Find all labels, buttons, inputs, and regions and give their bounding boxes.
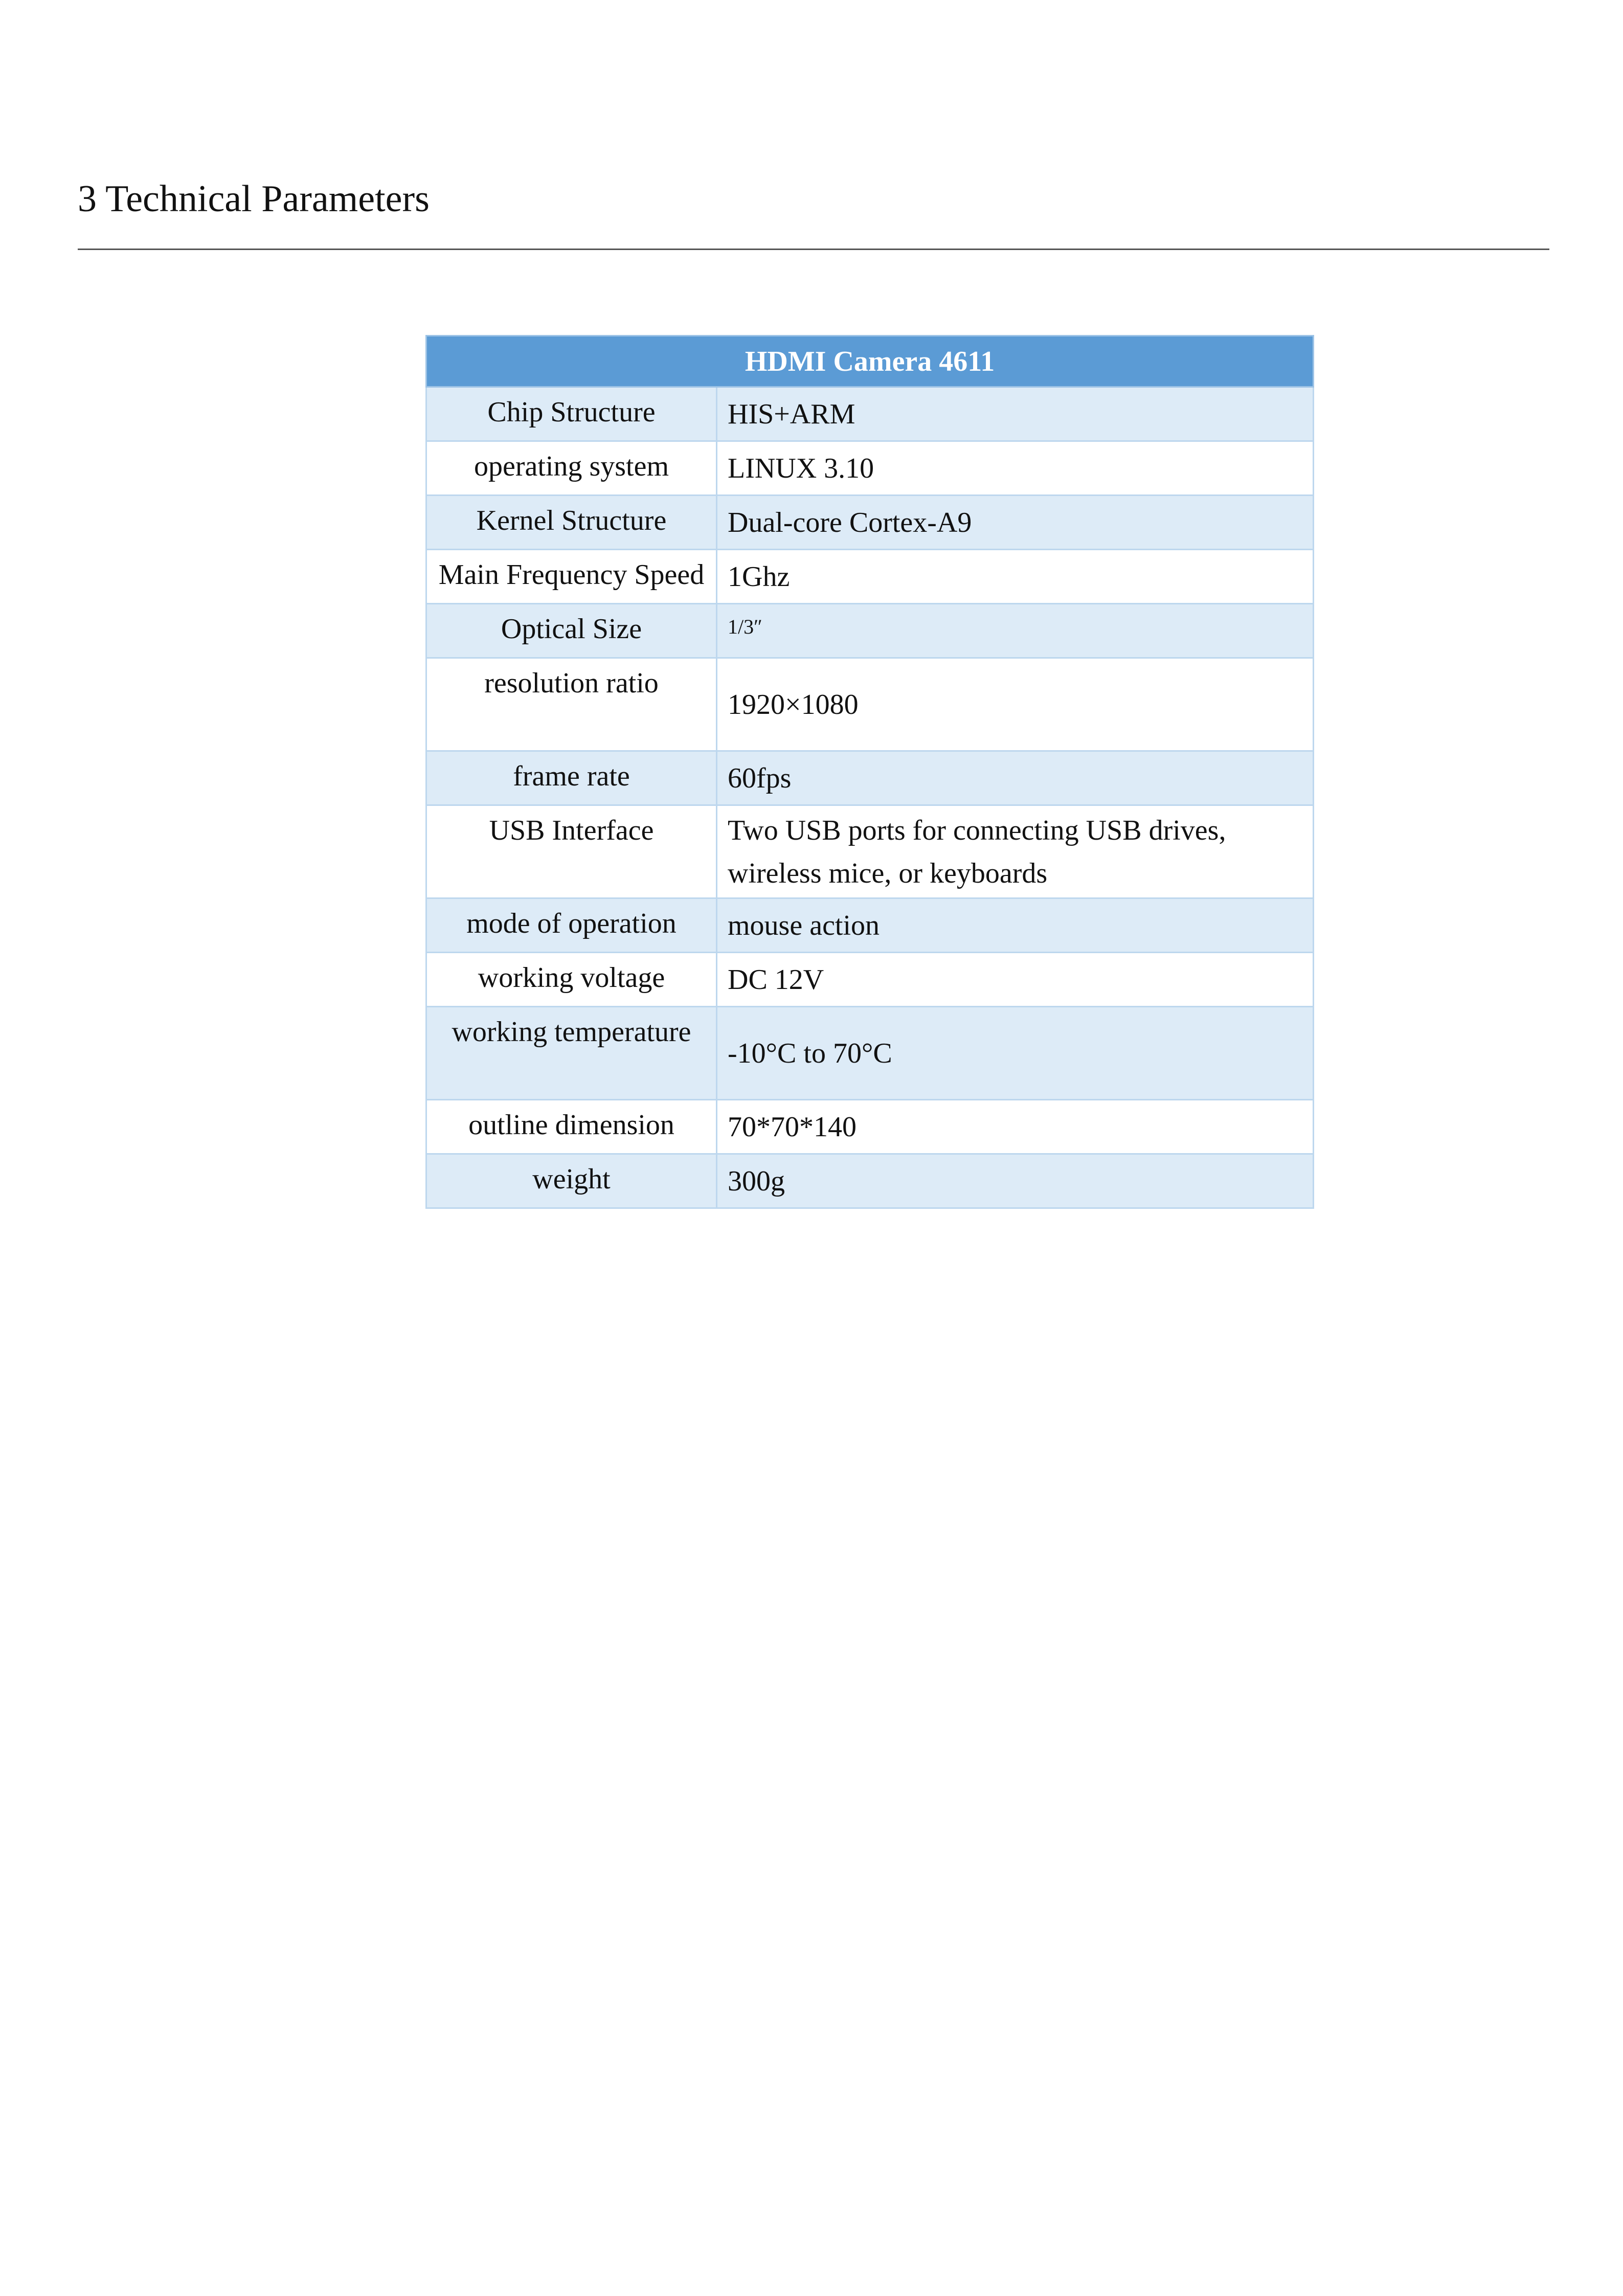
heading-divider: [78, 249, 1549, 250]
table-row: [426, 898, 1314, 953]
table-title: HDMI Camera 4611: [426, 336, 1314, 387]
spec-label: Kernel Structure: [426, 496, 717, 550]
table-row: [426, 1007, 1314, 1100]
table-row: [426, 550, 1314, 604]
table-row: [426, 1100, 1314, 1154]
spec-label: resolution ratio: [426, 658, 717, 751]
table-row: [426, 441, 1314, 496]
spec-label: working temperature: [426, 1007, 717, 1100]
spec-label: Chip Structure: [426, 387, 717, 441]
spec-value: mouse action: [717, 898, 1314, 953]
spec-label: USB Interface: [426, 805, 717, 898]
spec-label: mode of operation: [426, 898, 717, 953]
table-row: [426, 953, 1314, 1007]
spec-value: 70*70*140: [717, 1100, 1314, 1154]
spec-value: 1Ghz: [717, 550, 1314, 604]
spec-value: 1/3″: [717, 604, 1314, 658]
table-row: [426, 658, 1314, 751]
spec-table: [425, 335, 1314, 1209]
spec-label: frame rate: [426, 751, 717, 805]
table-row: [426, 1154, 1314, 1208]
spec-value: DC 12V: [717, 953, 1314, 1007]
spec-label: Optical Size: [426, 604, 717, 658]
spec-label: operating system: [426, 441, 717, 496]
spec-value: Two USB ports for connecting USB drives, wireless mice, or keyboards: [717, 805, 1314, 898]
table-row: [426, 751, 1314, 805]
spec-label: Main Frequency Speed: [426, 550, 717, 604]
table-row: [426, 604, 1314, 658]
spec-value: -10°C to 70°C: [717, 1007, 1314, 1100]
table-row: [426, 387, 1314, 441]
spec-label: working voltage: [426, 953, 717, 1007]
spec-value: 300g: [717, 1154, 1314, 1208]
spec-value: Dual-core Cortex-A9: [717, 496, 1314, 550]
spec-value: LINUX 3.10: [717, 441, 1314, 496]
section-heading: 3 Technical Parameters: [78, 178, 430, 220]
spec-value: HIS+ARM: [717, 387, 1314, 441]
spec-label: weight: [426, 1154, 717, 1208]
spec-label: outline dimension: [426, 1100, 717, 1154]
spec-value: 60fps: [717, 751, 1314, 805]
spec-value: 1920×1080: [717, 658, 1314, 751]
table-row: [426, 805, 1314, 898]
table-header-row: [426, 336, 1314, 387]
table-row: [426, 496, 1314, 550]
